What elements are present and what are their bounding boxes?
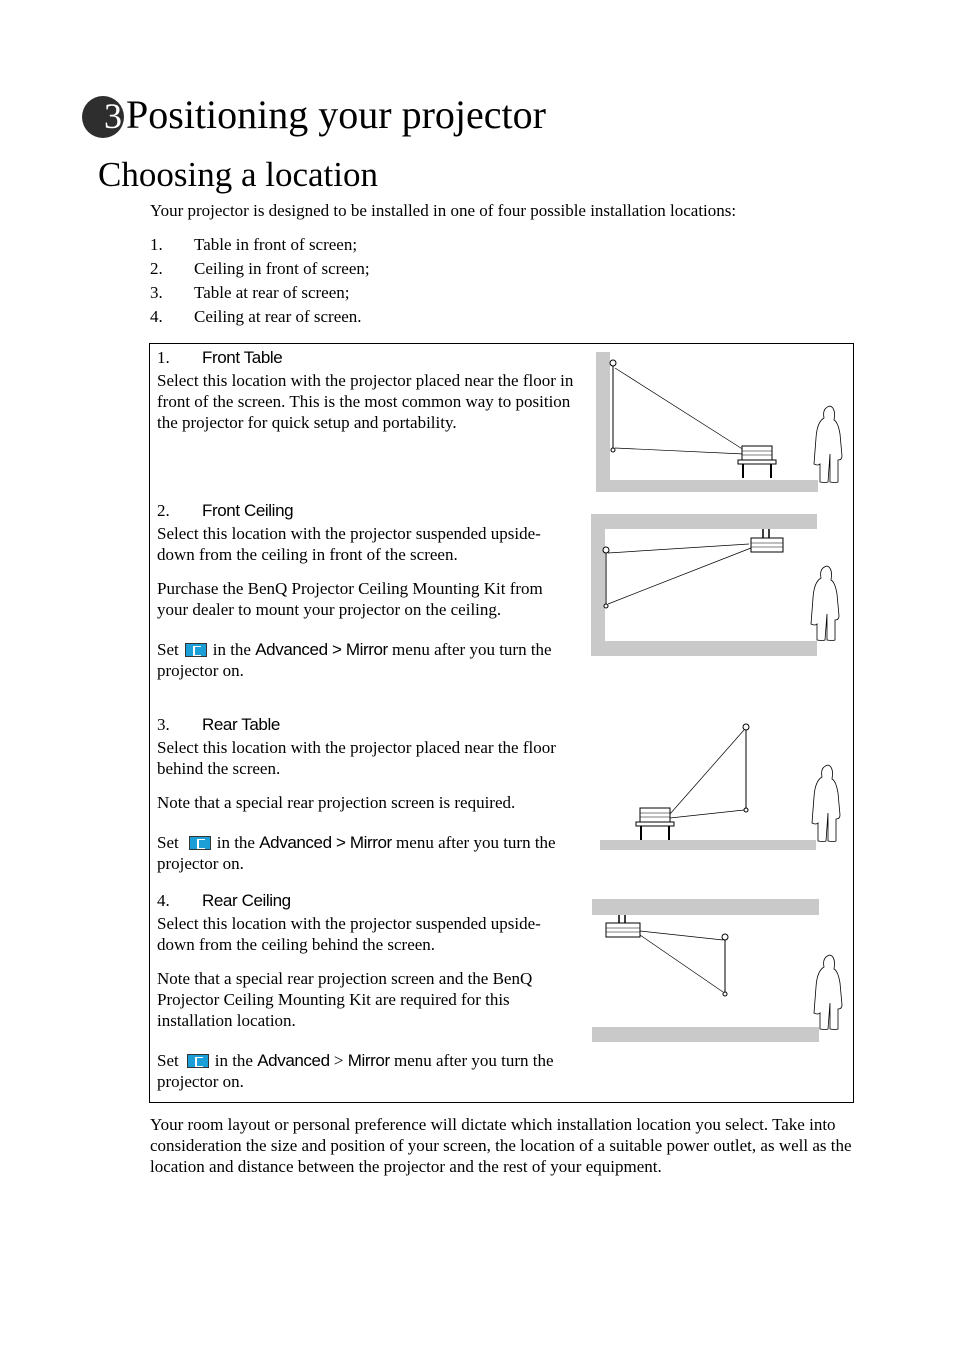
rear-table-illustration [598,720,850,852]
mirror-instruction: Set in the Advanced > Mirror menu after you turn the projector on. [157,833,556,873]
chapter-number: 3 [104,96,122,136]
block-heading: 1. Front Table [157,348,283,367]
mirror-front-ceiling-icon [185,643,207,657]
front-ceiling-illustration [591,514,849,656]
front-ceiling-block [157,499,577,694]
chapter-title: Positioning your projector [126,92,546,137]
block-heading: 2. Front Ceiling [157,501,294,520]
mirror-rear-table-icon [189,836,211,850]
closing-paragraph: Your room layout or personal preference will dictate which installation location you select. Take into consideration the size and position of your screen, the location of a suitable power outlet, as well as the location and distance between the projector and the rest of your equipment. [150,1115,852,1176]
mirror-rear-ceiling-icon [187,1054,209,1068]
rear-table-block [157,713,577,887]
block-heading: 4. Rear Ceiling [157,891,291,910]
block-paragraph: Purchase the BenQ Projector Ceiling Mounting Kit from your dealer to mount your projector on the ceiling. [157,579,543,619]
block-heading: 3. Rear Table [157,715,280,734]
block-paragraph: Select this location with the projector suspended upside-down from the ceiling behind the screen. [157,914,541,954]
installation-box [149,343,854,1103]
intro-paragraph: Your projector is designed to be installed in one of four possible installation locations: [150,201,737,220]
block-paragraph: Select this location with the projector placed near the floor in front of the screen. This is the most common way to position the projector for quick setup and portability. [157,371,574,432]
rear-ceiling-block [157,889,577,1105]
block-paragraph: Select this location with the projector suspended upside-down from the ceiling in front of the screen. [157,524,541,564]
block-paragraph: Select this location with the projector placed near the floor behind the screen. [157,738,556,778]
block-paragraph: Note that a special rear projection screen is required. [157,793,516,812]
rear-ceiling-illustration [592,899,850,1045]
mirror-instruction: Set in the Advanced > Mirror menu after you turn the projector on. [157,1051,554,1091]
front-table-illustration [596,352,850,492]
front-table-block [157,346,577,446]
block-paragraph: Note that a special rear projection screen and the BenQ Projector Ceiling Mounting Kit are required for this installation location. [157,969,533,1030]
section-title: Choosing a location [98,155,378,194]
mirror-instruction: Set in the Advanced > Mirror menu after you turn the projector on. [157,640,552,680]
